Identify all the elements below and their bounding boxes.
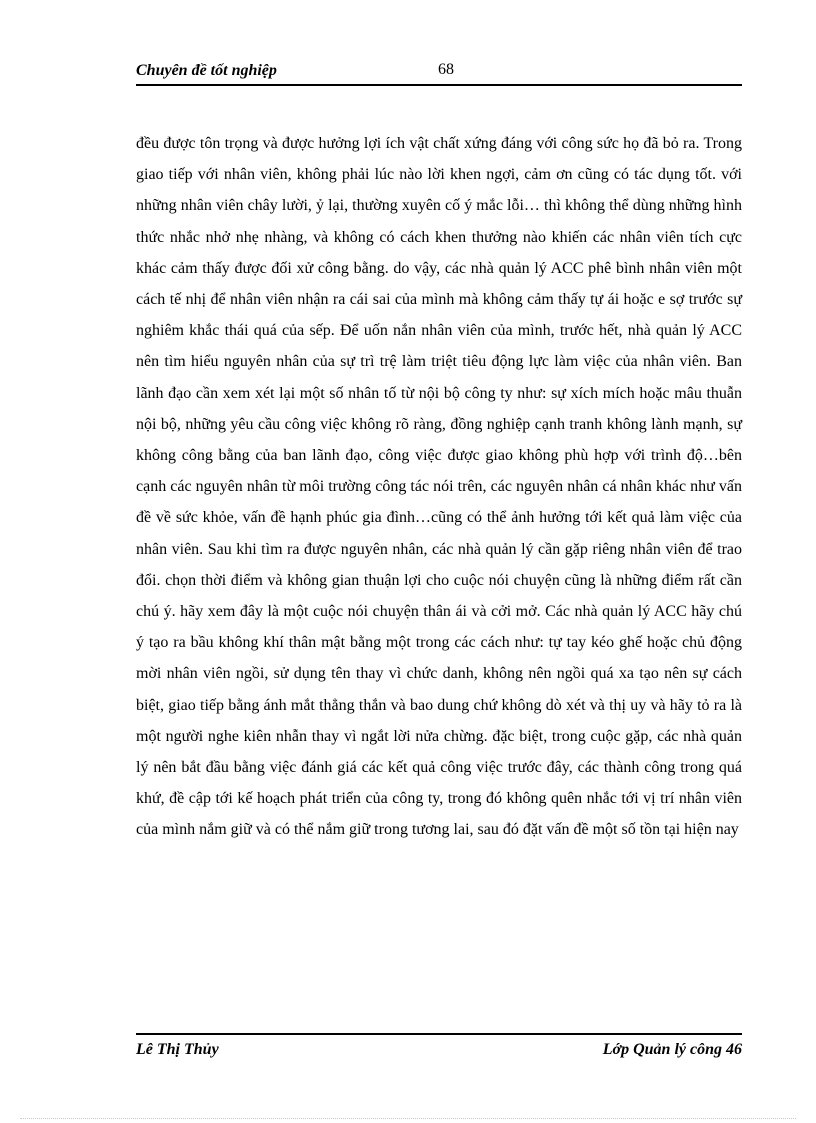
page-header (136, 58, 742, 84)
page-edge-divider (20, 1118, 796, 1120)
body-paragraph: đều được tôn trọng và được hưởng lợi ích vật chất xứng đáng với công sức họ đã bỏ ra. Trong giao tiếp với nhân viên, không phải lúc nào lời khen ngợi, cảm ơn cũng có tác dụng tốt. với những nhân viên chây lười, ỷ lại, thường xuyên cố ý mắc lỗi… thì không thể dùng những hình thức nhắc nhở nhẹ nhàng, và không có cách khen thưởng nào khiến các nhân viên tích cực khác cảm thấy được đối xử công bằng. do vậy, các nhà quản lý ACC phê bình nhân viên một cách tế nhị để nhân viên nhận ra cái sai của mình mà không cảm thấy tự ái hoặc e sợ trước sự nghiêm khắc thái quá của sếp. Để uốn nắn nhân viên của mình, trước hết, nhà quản lý ACC nên tìm hiểu nguyên nhân của sự trì trệ làm triệt tiêu động lực làm việc của nhân viên. Ban lãnh đạo cần xem xét lại một số nhân tố từ nội bộ công ty như: sự xích mích hoặc mâu thuẫn nội bộ, những yêu cầu công việc không rõ ràng, đồng nghiệp cạnh tranh không lành mạnh, sự không công bằng của ban lãnh đạo, công việc được giao không phù hợp với trình độ…bên cạnh các nguyên nhân từ môi trường công tác nói trên, các nguyên nhân cá nhân khác như vấn đề về sức khỏe, vấn đề hạnh phúc gia đình…cũng có thể ảnh hưởng tới kết quả làm việc của nhân viên. Sau khi tìm ra được nguyên nhân, các nhà quản lý cần gặp riêng nhân viên để trao đổi. chọn thời điểm và không gian thuận lợi cho cuộc nói chuyện cũng là những điểm rất cần chú ý. hãy xem đây là một cuộc nói chuyện thân ái và cởi mở. Các nhà quản lý ACC hãy chú ý tạo ra bầu không khí thân mật bằng một trong các cách như: tự tay kéo ghế hoặc chủ động mời nhân viên ngồi, sử dụng tên thay vì chức danh, không nên ngồi quá xa tạo nên sự cách biệt, giao tiếp bằng ánh mắt thẳng thắn và bao dung chứ không dò xét và thị uy và hãy tỏ ra là một người nghe kiên nhẫn thay vì ngắt lời nửa chừng. đặc biệt, trong cuộc gặp, các nhà quản lý nên bắt đầu bằng việc đánh giá các kết quả công việc trước đây, các thành công trong quá khứ, đề cập tới kế hoạch phát triển của công ty, trong đó không quên nhắc tới vị trí nhân viên của mình nắm giữ và có thể nắm giữ trong tương lai, sau đó đặt vấn đề một số tồn tại hiện nay (136, 135, 742, 839)
class-name: Lớp Quản lý công 46 (602, 1041, 742, 1058)
author-name: Lê Thị Thủy (136, 1041, 219, 1058)
page-number: 68 (438, 61, 454, 78)
page-footer (136, 1041, 742, 1065)
document-title: Chuyên đề tốt nghiệp (136, 62, 277, 79)
footer-rule (136, 1033, 742, 1035)
header-rule (136, 84, 742, 86)
